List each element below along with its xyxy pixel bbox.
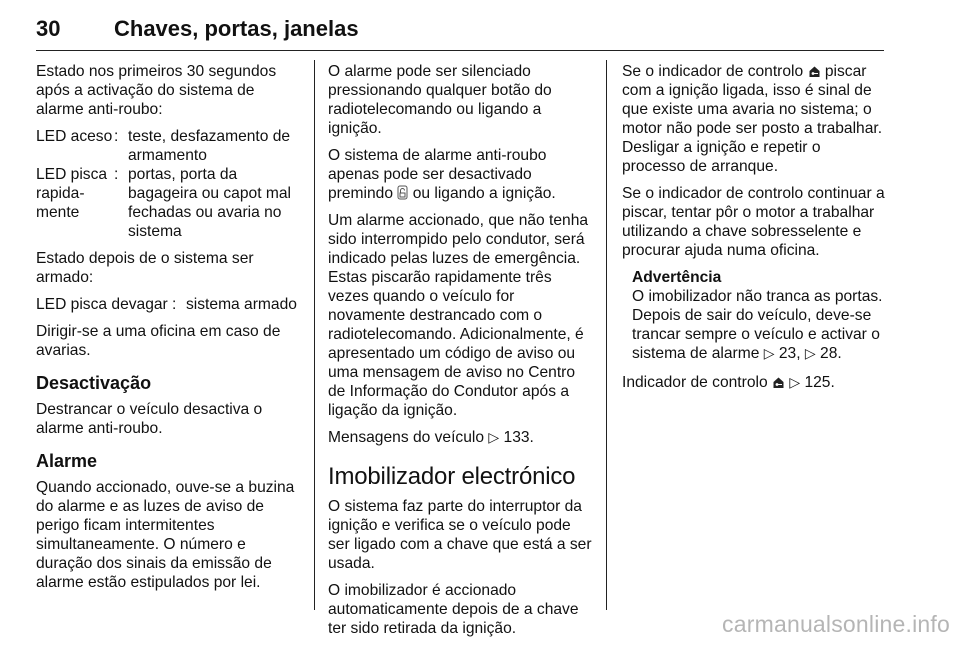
warning-box	[632, 268, 888, 363]
text-span: piscar com a ignição ligada, isso é sinal de que existe uma avaria no sistema; o motor não pode ser posto a trabalhar. Desligar a ignição e repetir o processo de arranque.	[622, 63, 883, 175]
section-heading-desactivacao: Desactivação	[36, 373, 152, 393]
column-3	[622, 62, 888, 400]
immobilizer-indicator-icon	[772, 374, 785, 391]
paragraph: O sistema faz parte do interruptor da ignição e verifica se o veículo pode ser ligado com a chave que está a ser usada.	[328, 498, 592, 572]
text-span: Se o indicador de controlo	[622, 63, 804, 80]
paragraph	[622, 62, 888, 176]
table-cell: teste, desfazamento de armamento	[128, 128, 291, 164]
paragraph: Dirigir-se a uma oficina em caso de avarias.	[36, 323, 281, 359]
text-span: ou ligando a ignição.	[412, 185, 556, 202]
text-span: Mensagens do veículo	[328, 429, 485, 446]
table-cell: portas, porta da bagageira ou capot mal fechadas ou avaria no sistema	[128, 166, 291, 240]
paragraph	[328, 146, 594, 203]
table-cell: :	[172, 296, 177, 313]
table-cell: :	[114, 166, 119, 183]
page-ref[interactable]: 133.	[503, 429, 534, 446]
remote-unlock-icon	[397, 185, 408, 202]
watermark: carmanualsonline.info	[722, 611, 950, 637]
immobilizer-indicator-icon	[808, 63, 821, 80]
table-row	[36, 295, 297, 314]
table-row	[36, 165, 302, 241]
paragraph: Estado nos primeiros 30 segundos após a activação do sistema de alarme anti-roubo:	[36, 63, 277, 118]
led-status-table-2	[36, 295, 297, 314]
warning-title: Advertência	[632, 269, 722, 286]
paragraph: Estado depois de o sistema ser armado:	[36, 250, 254, 286]
paragraph	[622, 373, 888, 392]
table-cell: :	[114, 128, 119, 145]
table-cell: LED pisca devagar	[36, 296, 168, 313]
page-ref[interactable]: 23,	[778, 345, 801, 362]
column-divider	[314, 60, 315, 610]
column-divider	[606, 60, 607, 610]
table-row	[36, 127, 302, 165]
page-ref-arrow-icon: ▷	[763, 345, 775, 361]
table-cell: LED aceso	[36, 128, 113, 145]
table-cell: sistema armado	[186, 296, 297, 313]
paragraph	[328, 428, 594, 447]
led-status-table-1	[36, 127, 302, 241]
page-ref-arrow-icon: ▷	[804, 345, 816, 361]
section-heading-alarme: Alarme	[36, 451, 98, 471]
paragraph: Um alarme accionado, que não tenha sido interrompido pelo condutor, será indicado pelas luzes de emergência. Estas piscarão rapidamente três vezes quando o veículo for novamente destrancado com o radiotelecomando. Adicionalmente, é apresentado um código de aviso ou uma mensagem de aviso no Centro de Informação do Condutor após a ligação da ignição.	[328, 212, 589, 419]
text-span: Indicador de controlo	[622, 374, 768, 391]
text-span: O imobilizador não tranca as portas. Depois de sair do veículo, deve-se trancar sempre o veículo e activar o sistema de alarme	[632, 288, 883, 362]
text-span: O sistema de alarme anti-roubo apenas pode ser desactivado premindo	[328, 147, 547, 202]
paragraph: Quando accionado, ouve-se a buzina do alarme e as luzes de aviso de perigo ficam intermitentes simultaneamente. O número e duração dos sinais da emissão de alarme estão estipulados por lei.	[36, 479, 295, 591]
page-ref[interactable]: 125.	[804, 374, 835, 391]
paragraph: Se o indicador de controlo continuar a piscar, tentar pôr o motor a trabalhar utilizando a chave sobresselente e procurar ajuda numa oficina.	[622, 185, 885, 259]
column-1	[36, 62, 302, 600]
page-header	[36, 0, 884, 51]
page-ref-arrow-icon: ▷	[488, 429, 500, 445]
page-number: 30	[36, 16, 61, 41]
column-2	[328, 62, 594, 646]
table-cell: LED pisca rapida-mente	[36, 166, 108, 221]
page-title: Chaves, portas, janelas	[114, 16, 359, 41]
warning-text	[632, 287, 888, 363]
page-ref[interactable]: 28.	[820, 345, 842, 362]
paragraph: O alarme pode ser silenciado pressionando qualquer botão do radiotelecomando ou ligando a ignição.	[328, 63, 552, 137]
paragraph: Destrancar o veículo desactiva o alarme anti-roubo.	[36, 401, 263, 437]
page-ref-arrow-icon: ▷	[789, 374, 801, 390]
paragraph: O imobilizador é accionado automaticamente depois de a chave ter sido retirada da ignição.	[328, 582, 579, 637]
section-heading-imobilizador: Imobilizador electrónico	[328, 463, 576, 490]
